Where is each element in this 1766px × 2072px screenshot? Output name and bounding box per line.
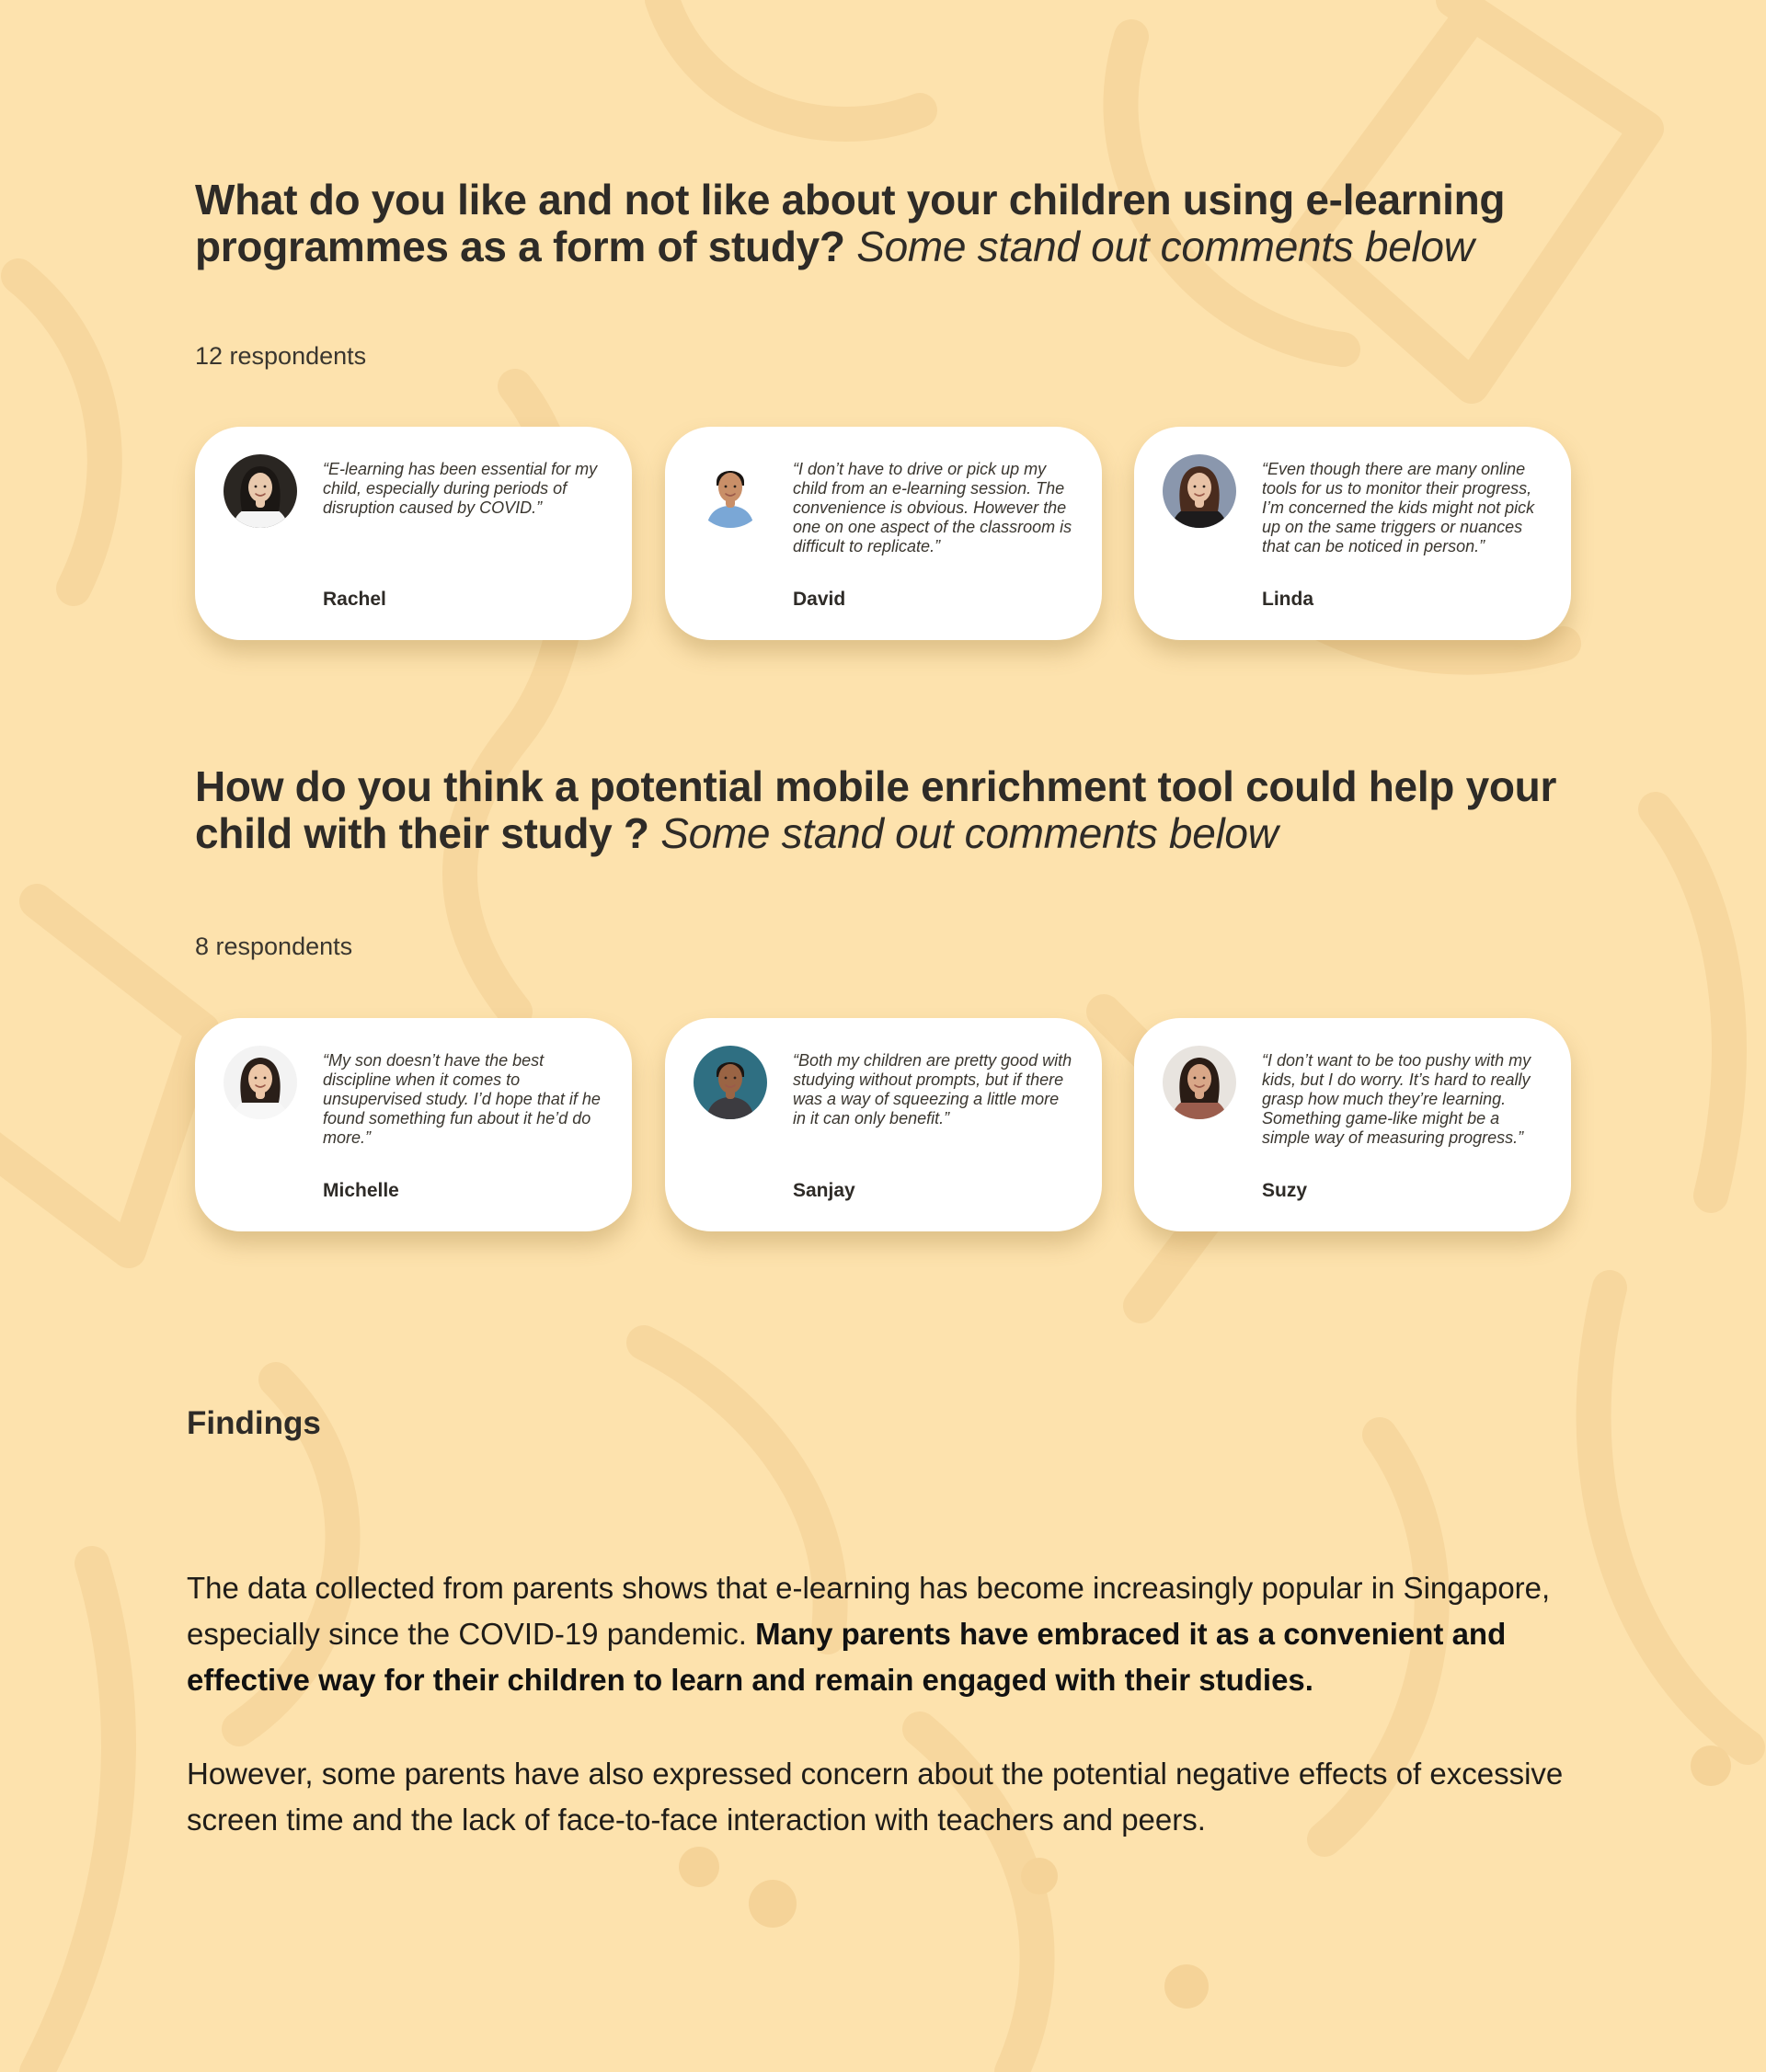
- respondent-name: Suzy: [1262, 1180, 1308, 1201]
- testimonial-card: [665, 427, 1102, 640]
- findings-paragraph-1: The data collected from parents shows that e-learning has become increasingly popular in Singapore, especially since the COVID-19 pandemic. Many parents have embraced it as a convenient and effective way for their children to learn and remain engaged with their studies.: [187, 1571, 1551, 1697]
- avatar: [224, 454, 297, 528]
- testimonial-card: [195, 1018, 632, 1231]
- testimonial-quote: “I don’t want to be too pushy with my kids, but I do worry. It’s hard to really grasp how much they’re learning. Something game-like might be a simple way of measuring progress.”: [1262, 1051, 1531, 1147]
- testimonial-quote: “Even though there are many online tools for us to monitor their progress, I’m concerned the kids might not pick up on the same triggers or nuances that can be noticed in person.”: [1262, 460, 1535, 555]
- man-portrait-icon: [694, 454, 767, 528]
- testimonial-quote: “I don’t have to drive or pick up my child from an e-learning session. The convenience is obvious. However the one on one aspect of the classroom is difficult to replicate.”: [793, 460, 1072, 555]
- section-2-respondents: 8 respondents: [195, 933, 353, 960]
- testimonial-card: [1134, 1018, 1571, 1231]
- section-1-respondents: 12 respondents: [195, 342, 367, 370]
- respondent-name: Linda: [1262, 589, 1313, 610]
- testimonial-quote: “My son doesn’t have the best discipline when it comes to unsupervised study. I’d hope that if he found something fun about it he’d do more.”: [323, 1051, 601, 1147]
- testimonial-card: [665, 1018, 1102, 1231]
- respondent-name: Michelle: [323, 1180, 399, 1201]
- avatar: [1163, 1046, 1236, 1119]
- testimonial-quote: “E-learning has been essential for my child, especially during periods of disruption caused by COVID.”: [323, 460, 598, 517]
- findings-paragraph-2: However, some parents have also expressed concern about the potential negative effects of excessive screen time and the lack of face-to-face interaction with teachers and peers.: [187, 1757, 1564, 1837]
- respondent-name: Rachel: [323, 589, 386, 610]
- section-2-cards: [195, 1018, 1571, 1231]
- avatar: [224, 1046, 297, 1119]
- respondent-name: Sanjay: [793, 1180, 855, 1201]
- section-1-cards: [195, 427, 1571, 640]
- woman-portrait-icon: [1163, 454, 1236, 528]
- man-portrait-icon: [694, 1046, 767, 1119]
- avatar: [694, 1046, 767, 1119]
- avatar: [1163, 454, 1236, 528]
- testimonial-quote: “Both my children are pretty good with studying without prompts, but if there was a way of squeezing a little more in it can only benefit.”: [793, 1051, 1072, 1128]
- testimonial-card: [195, 427, 632, 640]
- woman-portrait-icon: [224, 454, 297, 528]
- avatar: [694, 454, 767, 528]
- woman-portrait-icon: [224, 1046, 297, 1119]
- woman-portrait-icon: [1163, 1046, 1236, 1119]
- findings-heading: Findings: [187, 1405, 321, 1441]
- section-1-title: What do you like and not like about your children using e-learning programmes as a form of study? Some stand out comments below: [195, 176, 1506, 270]
- respondent-name: David: [793, 589, 846, 610]
- testimonial-card: [1134, 427, 1571, 640]
- section-2-title: How do you think a potential mobile enrichment tool could help your child with their study ? Some stand out comments below: [195, 762, 1557, 857]
